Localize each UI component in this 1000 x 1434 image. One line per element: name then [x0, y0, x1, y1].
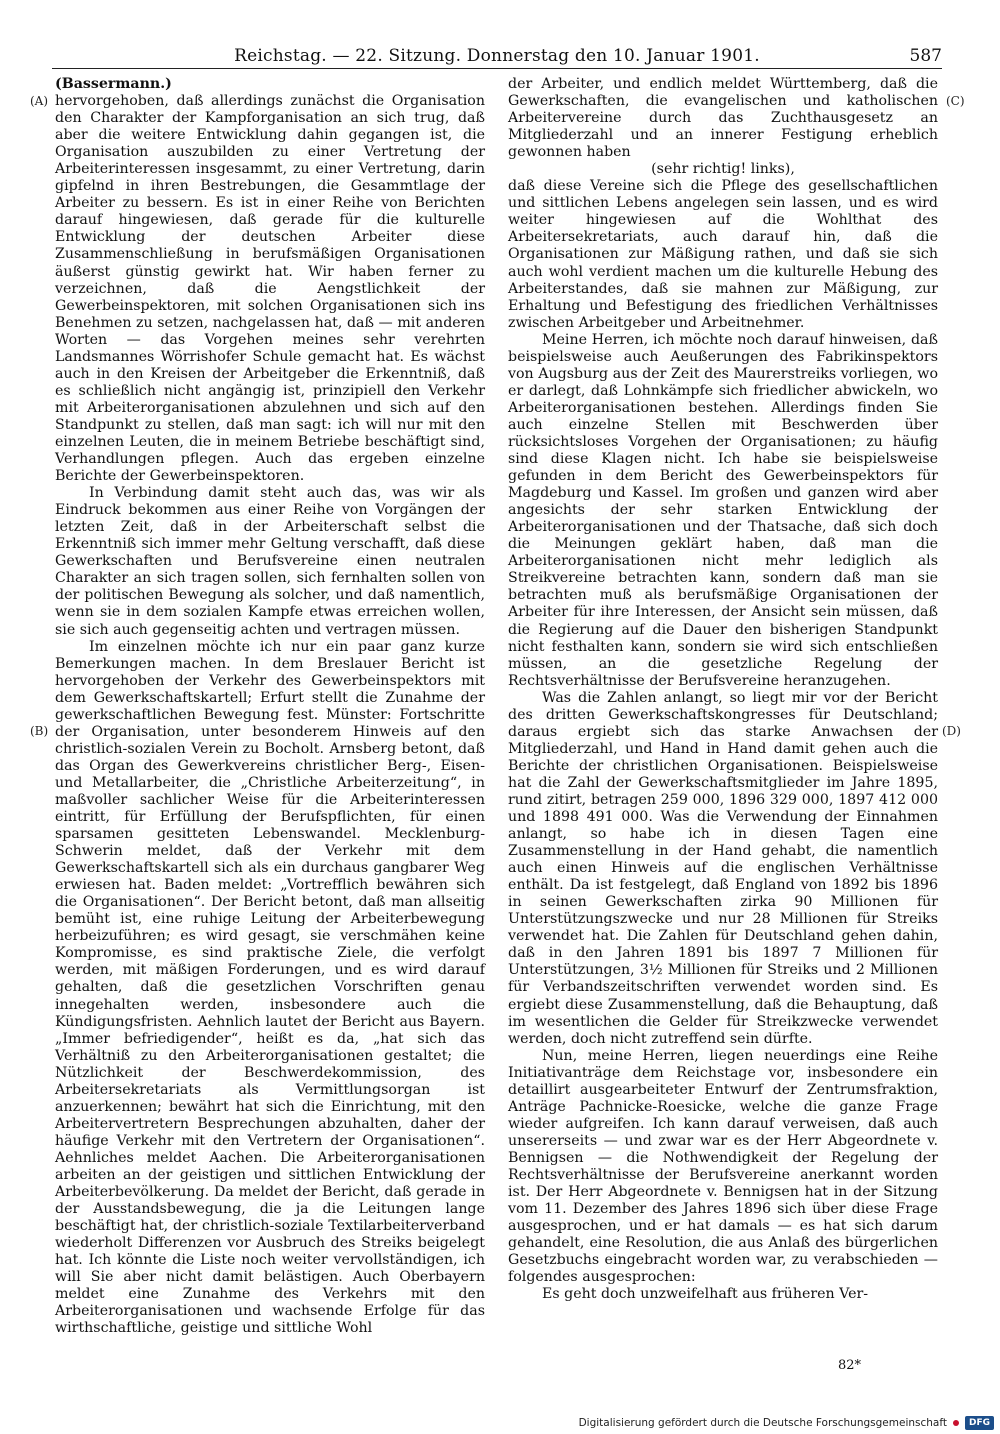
footer-credit: Digitalisierung gefördert durch die Deutsche Forschungsgemeinschaft: [578, 1417, 947, 1429]
paragraph: Meine Herren, ich möchte noch darauf hinweisen, daß beispielsweise auch Aeußerungen des Fabrikinspektors von Augsburg aus der Zeit des Maurerstreiks vorliegen, wo er darlegt, daß Lohnkämpfe sich friedlicher abwickeln, wo Arbeiterorganisationen bestehen. Allerdings finden Sie auch einzelne Stellen mit Beschwerden über rücksichtsloses Vorgehen der Organisationen; zu häufig sind diese Klagen nicht. Ich habe sie beispielsweise gefunden in dem Bericht des Gewerbeinspektors für Magdeburg und Kassel. Im großen und ganzen wird aber angesichts der sehr starken Entwicklung der Arbeiterorganisationen und der Thatsache, daß sich doch die Meinungen geklärt haben, daß man die Arbeiterorganisationen nicht mehr lediglich als Streikvereine betrachten kann, sondern daß man sie betrachten muß als berufsmäßige Organisationen der Arbeiter für ihre Interessen, der Ansicht sein müssen, daß die Regierung auf die Dauer den bisherigen Standpunkt nicht festhalten kann, sondern sie wird sich entschließen müssen, an die gesetzliche Regelung der Rechtsverhältnisse der Berufsvereine heranzugehen.: [508, 331, 938, 689]
paragraph: In Verbindung damit steht auch das, was wir als Eindruck bekommen aus einer Reihe von Vorgängen der letzten Zeit, daß in der Arbeiterschaft selbst die Erkenntniß sich immer mehr Geltung verschafft, daß diese Gewerkschaften und Berufsvereine einen neutralen Charakter an sich tragen sollen, sich fernhalten sollen von der politischen Bewegung als solcher, und daß namentlich, wenn sie in dem sozialen Kampfe etwas erreichen wollen, sie sich auch gegenseitig achten und vertragen müssen.: [55, 485, 485, 638]
paragraph: daß diese Vereine sich die Pflege des gesellschaftlichen und sittlichen Lebens angelegen sein lassen, und es wird weiter hingewiesen auf die Wohlthat des Arbeitersekretariats, auch darauf hin, daß die Organisationen zur Mäßigung rathen, und daß sie sich auch wohl verdient machen um die kulturelle Hebung des Arbeiterstandes, daß sie mahnen zur Mäßigung, zur Erhaltung und Befestigung des friedlichen Verhältnisses zwischen Arbeitgeber und Arbeitnehmer.: [508, 178, 938, 331]
paragraph: hervorgehoben, daß allerdings zunächst die Organisation den Charakter der Kampforganisation an sich trug, daß aber die weitere Entwicklung dahin gegangen ist, die Organisation auszubilden zu einer Vertretung der Arbeiterinteressen insgesammt, zu einer Vertretung, darin gipfelnd in ihren Bestrebungen, die Gesammtlage der Arbeiter zu bessern. Es ist in einer Reihe von Berichten darauf hingewiesen, daß gerade für die kulturelle Entwicklung der deutschen Arbeiter diese Zusammenschließung in berufsmäßigen Organisationen äußerst günstig gewirkt hat. Wir haben ferner zu verzeichnen, daß die Aengstlichkeit der Gewerbeinspektoren, mit solchen Organisationen sich ins Benehmen zu setzen, nachgelassen hat, daß — mit anderen Worten — das Vorgehen meines sehr verehrten Landsmannes Wörrishofer Schule gemacht hat. Es wächst auch in den Kreisen der Arbeitgeber die Erkenntniß, daß es schließlich nicht angängig ist, prinzipiell den Verkehr mit Arbeiterorganisationen abzulehnen und sich auf den Standpunkt zu stellen, daß man sagt: ich will nur mit den einzelnen Leuten, die in meinem Betriebe beschäftigt sind, Verhandlungen pflegen. Auch das ergeben einzelne Berichte der Gewerbeinspektoren.: [55, 93, 485, 485]
margin-marker-a: (A): [30, 94, 49, 108]
paragraph: der Arbeiter, und endlich meldet Württemberg, daß die Gewerkschaften, die evangelischen und katholischen Arbeitervereine durch das Zuchthausgesetz an Mitgliederzahl und an innerer Festigung erheblich gewonnen haben: [508, 76, 938, 161]
paragraph: Nun, meine Herren, liegen neuerdings eine Reihe Initiativanträge dem Reichstage vor, insbesondere ein detaillirt ausgearbeiteter Entwurf der Zentrumsfraktion, Anträge Pachnicke-Roesicke, welche die ganze Frage wieder aufgreifen. Ich kann darauf verweisen, daß auch unsererseits — und zwar war es der Herr Abgeordnete v. Bennigsen — die Nothwendigkeit der Regelung der Rechtsverhältnisse der Berufsvereine anerkannt worden ist. Der Herr Abgeordnete v. Bennigsen hat in der Sitzung vom 11. Dezember des Jahres 1896 sich über diese Frage ausgesprochen, und er hat damals — es hat sich darum gehandelt, eine Resolution, die aus Anlaß des bürgerlichen Gesetzbuchs eingebracht worden war, zu verabschieden — folgendes ausgesprochen:: [508, 1047, 938, 1286]
dfg-dot-icon: [953, 1420, 959, 1426]
right-column: [508, 76, 938, 1303]
paragraph: Was die Zahlen anlangt, so liegt mir vor der Bericht des dritten Gewerkschaftskongresses für Deutschland; daraus ergiebt sich das starke Anwachsen der Mitgliederzahl, und Hand in Hand damit gehen auch die Berichte der christlichen Organisationen. Beispielsweise hat die Zahl der Gewerkschaftsmitglieder im Jahre 1895, rund zitirt, betragen 259 000, 1896 329 000, 1897 412 000 und 1898 491 000. Was die Verwendung der Einnahmen anlangt, so habe ich in diesen Tagen eine Zusammenstellung in der Hand gehabt, die namentlich auch einen Hinweis auf die englischen Verhältnisse enthält. Da ist festgelegt, daß England von 1892 bis 1896 in seinen Gewerkschaften zirka 90 Millionen für Unterstützungszwecke und nur 28 Millionen für Streiks verwendet hat. Die Zahlen für Deutschland gehen dahin, daß in den Jahren 1891 bis 1897 7 Millionen für Unterstützungen, 3½ Millionen für Streiks und 2 Millionen für Verbandszeitschriften verwendet worden sind. Es ergiebt diese Zusammenstellung, daß die Behauptung, daß im wesentlichen die Gelder für Streikzwecke verwendet werden, doch nicht zutreffend sein dürfte.: [508, 689, 938, 1047]
interjection: (sehr richtig! links),: [651, 161, 795, 178]
sheet-signature: 82*: [838, 1358, 862, 1373]
page-header: [52, 44, 942, 69]
digitization-footer: [579, 1412, 1000, 1434]
margin-marker-c: (C): [946, 94, 965, 108]
header-title: Reichstag. — 22. Sitzung. Donnerstag den 10. Januar 1901.: [234, 46, 760, 66]
margin-marker-d: (D): [942, 724, 961, 738]
page-number: 587: [909, 46, 942, 66]
left-column: [55, 76, 485, 1337]
paragraph: Im einzelnen möchte ich nur ein paar ganz kurze Bemerkungen machen. In dem Breslauer Bericht ist hervorgehoben der Verkehr des Gewerbeinspektors mit dem Gewerkschaftskartell; Erfurt stellt die Zunahme der gewerkschaftlichen Bewegung fest. Münster: Fortschritte der Organisation, unter besonderem Hinweis auf den christlich-sozialen Verein zu Bocholt. Arnsberg betont, daß das Organ des Gewerkvereins christlicher Berg-, Eisen- und Metallarbeiter, die „Christliche Arbeiterzeitung“, in maßvoller sachlicher Weise für die Arbeiterinteressen eintritt, für Erfüllung der Berufspflichten, für einen sparsamen gesitteten Lebenswandel. Mecklenburg-Schwerin meldet, daß der Verkehr mit dem Gewerkschaftskartell sich als ein durchaus gangbarer Weg erwiesen hat. Baden meldet: „Vortrefflich bewähren sich die Organisationen“. Der Bericht betont, daß man allseitig bemüht ist, eine ruhige Leitung der Arbeiterbewegung herbeizuführen; es wird gesagt, sie verschmähen keine Kompromisse, es sind praktische Ziele, die verfolgt werden, mit mäßigen Forderungen, und es wird darauf gehalten, daß die gesetzlichen Vorschriften genau innegehalten werden, insbesondere auch die Kündigungsfristen. Aehnlich lautet der Bericht aus Bayern. „Immer befriedigender“, heißt es da, „hat sich das Verhältniß zu den Arbeiterorganisationen gestaltet; die Nützlichkeit der Beschwerdekommission, des Arbeitersekretariats als Vermittlungsorgan ist anzuerkennen; bewährt hat sich die Einrichtung, mit den Arbeitervertretern Besprechungen abzuhalten, daher der häufige Verkehr mit den Vertretern der Organisationen“. Aehnliches meldet Aachen. Die Arbeiterorganisationen arbeiten an der geistigen und sittlichen Entwicklung der Arbeiterbevölkerung. Da meldet der Bericht, daß gerade in der Ausstandsbewegung, die ja die Leitungen lange beschäftigt hat, der christlich-soziale Textilarbeiterverband wiederholt Differenzen vor Ausbruch des Streiks beigelegt hat. Ich könnte die Liste noch weiter vervollständigen, ich will Sie aber nicht damit belästigen. Auch Oberbayern meldet eine Zunahme des Verkehrs mit den Arbeiterorganisationen und wachsende Erfolge für das wirthschaftliche, geistige und sittliche Wohl: [55, 638, 485, 1337]
margin-marker-b: (B): [30, 724, 49, 738]
quotation-start: Es geht doch unzweifelhaft aus früheren Ver-: [542, 1286, 869, 1303]
speaker-name: (Bassermann.): [55, 76, 172, 92]
dfg-logo: DFG: [965, 1416, 994, 1430]
